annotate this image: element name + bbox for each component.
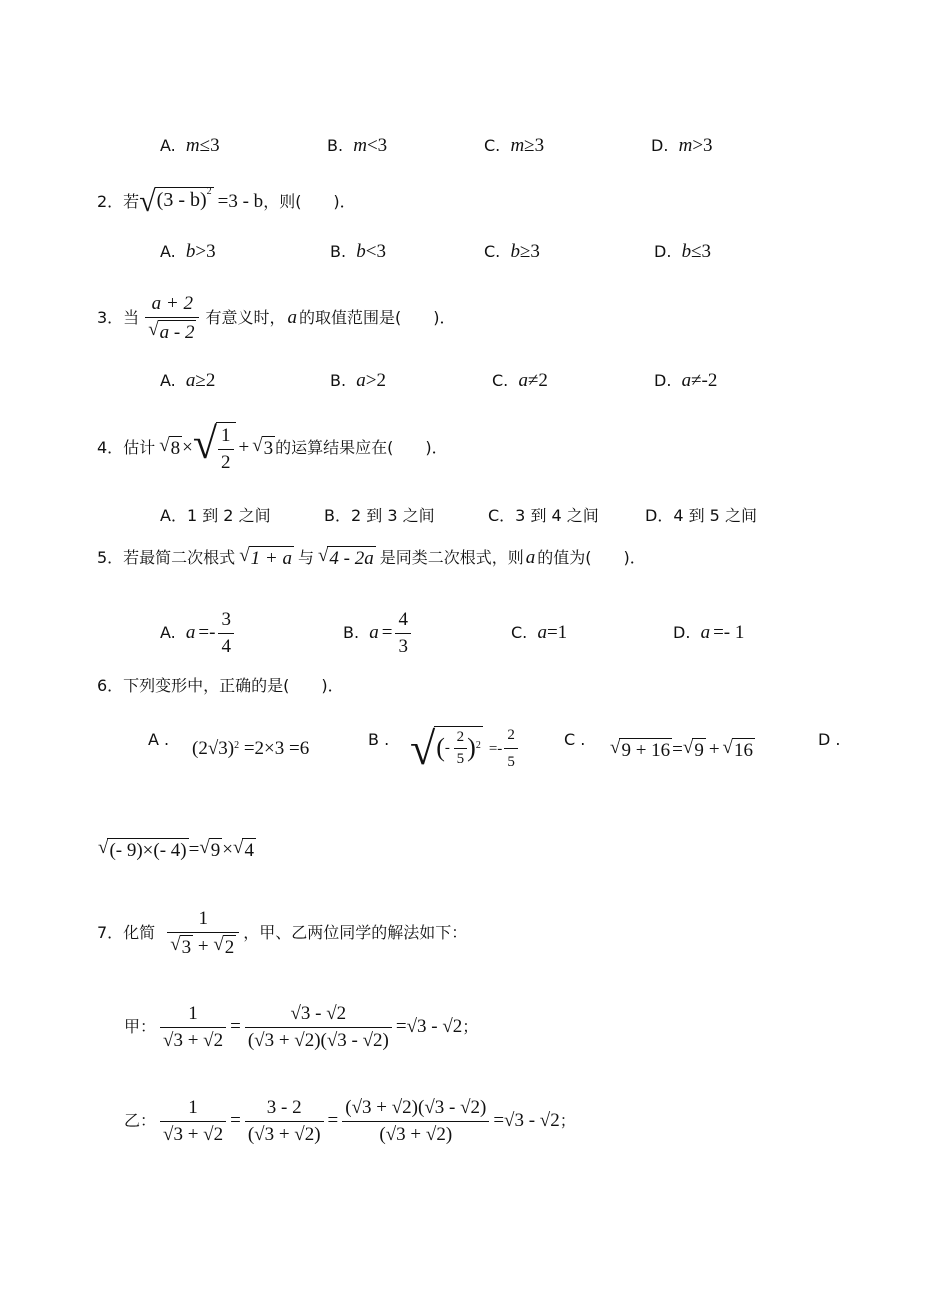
- q5-stem: 5．若最简二次根式 √ 1 + a 与 √ 4 - 2a 是同类二次根式，则 a 的值为( )．: [97, 545, 646, 570]
- q7-yi-solution: 乙： $\frac{1}{√3 + √2}$ = $\frac{3 - 2}{(√3 + √2)}$ = $\frac{(√3 + √2)(√3 - √2)}{(√3 + √2)}$ =√3 - √2 ；: [124, 1096, 576, 1145]
- q4-option-b: B．2 到 3 之间: [324, 506, 435, 525]
- q6-option-a-expr: $(2√3)^2 =2\times 3 =6$: [192, 738, 310, 759]
- q4-option-a: A．1 到 2 之间: [160, 506, 271, 525]
- q3-option-a: A. a≥2: [160, 370, 216, 391]
- q1-option-c: C. m≥3: [484, 135, 545, 156]
- q2-option-c: C. b≥3: [484, 241, 540, 262]
- q6-stem: 6．下列变形中，正确的是( )．: [97, 676, 344, 695]
- q3-stem: 3．当 a + 2 √ a - 2 有意义时， a 的取值范围是( )．: [97, 292, 456, 343]
- q3-option-c: C. a≠2: [492, 370, 548, 391]
- q6-option-b-expr: √ ( - $\frac{2}{5}$ ) $^2$ =- $\frac{2}{5}$: [410, 724, 518, 773]
- q3-option-d: D. a≠-2: [654, 370, 718, 391]
- q7-stem: 7．化简 1 √ 3 + √ 2 ，甲、乙两位同学的解法如下：: [97, 907, 468, 958]
- q1-option-a: A. m≤3: [160, 135, 220, 156]
- q4-option-d: D．4 到 5 之间: [645, 506, 757, 525]
- q6-option-d-label: D .: [818, 730, 841, 749]
- q7-jia-solution: 甲： $\frac{1}{√3 + √2}$ = $\frac{√3 - √2}{(√3 + √2)(√3 - √2)}$ =√3 - √2 ；: [124, 1002, 479, 1051]
- q2-stem: 2．若 √ (3 - b)$^2$ =3 - b ，则( )．: [97, 185, 356, 218]
- q2-option-d: D. b≤3: [654, 241, 712, 262]
- q5-option-a: A. a =- $\frac{3}{4}$: [160, 608, 234, 658]
- q6-option-a-label: A .: [148, 730, 170, 749]
- q5-option-d: D. a =- 1: [673, 622, 745, 643]
- q2-option-a: A. b>3: [160, 241, 216, 262]
- q5-option-c: C. a=1: [511, 622, 568, 643]
- q1-option-d: D. m>3: [651, 135, 713, 156]
- q6-option-c-expr: √ 9 + 16 = √ 9 + √ 16: [610, 737, 753, 761]
- q4-stem: 4．估计 √ 8 × √ $\frac{1}{2}$ + √ 3 的运算结果应在( )．: [97, 419, 448, 473]
- q5-option-b: B. a = $\frac{4}{3}$: [343, 608, 411, 658]
- q2-option-b: B. b<3: [330, 241, 386, 262]
- q6-option-b-label: B .: [368, 730, 390, 749]
- q1-option-b: B. m<3: [327, 135, 388, 156]
- q4-option-c: C．3 到 4 之间: [488, 506, 599, 525]
- q6-option-c-label: C .: [564, 730, 586, 749]
- q6-option-d-expr: √ (- 9)×(- 4) = √ 9 × √ 4: [98, 837, 254, 861]
- q3-option-b: B. a>2: [330, 370, 386, 391]
